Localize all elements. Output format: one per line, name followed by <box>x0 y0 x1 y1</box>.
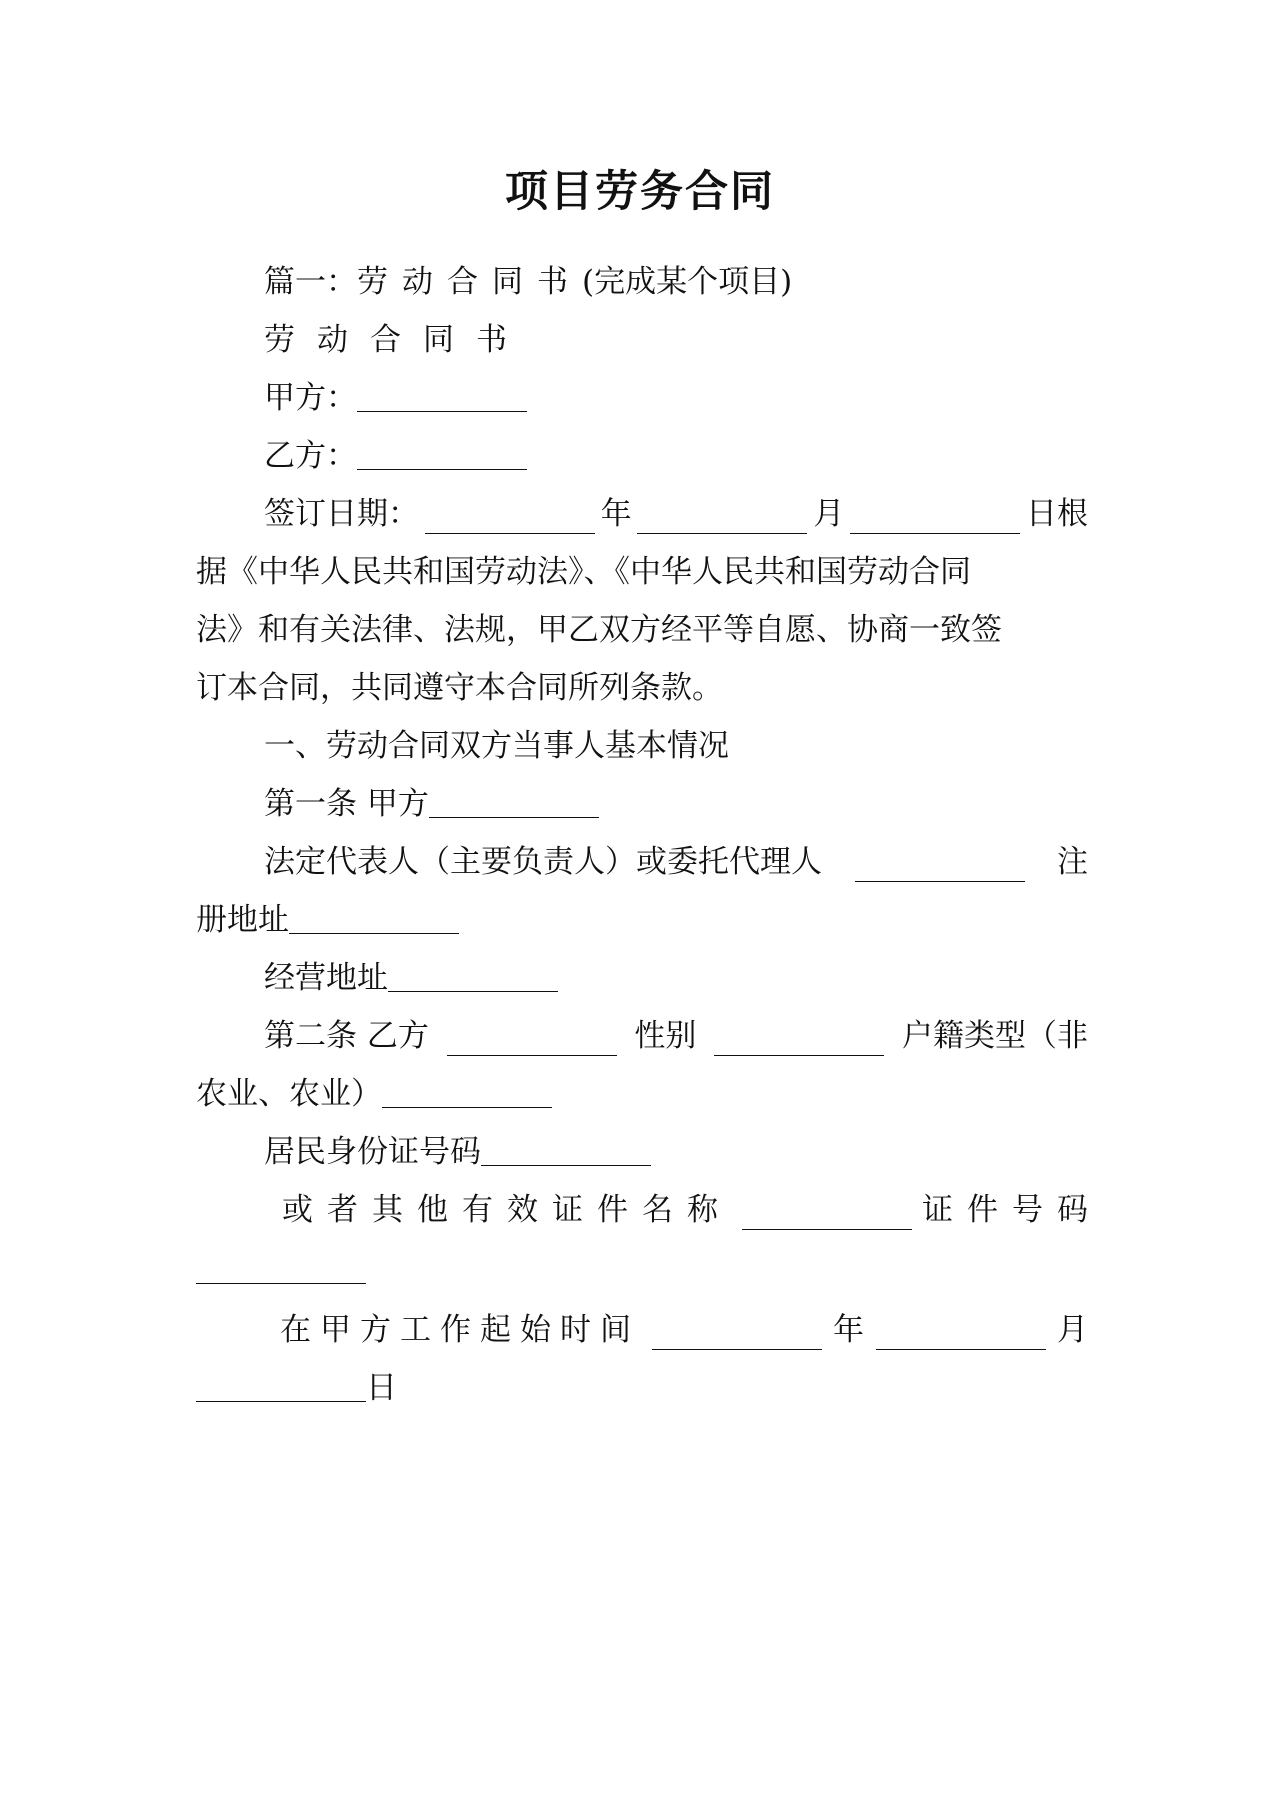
start-time-year-blank[interactable] <box>652 1317 822 1350</box>
other-id-number-line <box>196 1250 1088 1290</box>
party-a-label: 甲方： <box>264 380 357 416</box>
other-id-line <box>282 1190 1102 1230</box>
article-two-title: 第二条 <box>264 1018 357 1054</box>
article-one-line <box>196 784 1156 824</box>
preamble-line-1: 据《中华人民共和国劳动法》、《中华人民共和国劳动合同 <box>196 554 971 590</box>
party-b-line <box>196 436 1156 476</box>
section-heading <box>196 262 1156 302</box>
gender-label: 性别 <box>634 1018 697 1054</box>
start-time-line <box>280 1310 1088 1350</box>
preamble-line-3: 订本合同，共同遵守本合同所列条款。 <box>196 670 723 706</box>
section-heading-title: 劳动合同书 <box>357 264 582 300</box>
other-id-number-blank[interactable] <box>196 1251 366 1284</box>
contract-subtitle: 劳动合同书 <box>264 322 529 358</box>
sign-date-line <box>196 494 1088 534</box>
article-two-party-blank[interactable] <box>447 1023 617 1056</box>
start-time-month-blank[interactable] <box>876 1317 1046 1350</box>
business-address-line <box>196 958 1156 998</box>
legal-rep-label: 法定代表人（主要负责人）或委托代理人 <box>264 844 822 880</box>
id-number-label: 居民身份证号码 <box>264 1134 481 1170</box>
registered-address-line <box>196 900 1088 940</box>
sign-date-day-blank[interactable] <box>850 501 1020 534</box>
party-b-blank[interactable] <box>357 437 527 470</box>
id-number-blank[interactable] <box>481 1133 651 1166</box>
sign-date-year-blank[interactable] <box>425 501 595 534</box>
sign-date-year: 年 <box>600 496 632 532</box>
registered-address-blank[interactable] <box>289 901 459 934</box>
household-type-label: 农业、农业） <box>196 1076 382 1112</box>
other-id-name-label: 或者其他有效证件名称 <box>282 1192 732 1228</box>
start-time-day-line <box>196 1368 1088 1408</box>
business-address-blank[interactable] <box>388 959 558 992</box>
article-one-party: 甲方 <box>366 786 429 822</box>
article-two-party: 乙方 <box>366 1018 429 1054</box>
sign-date-month: 月 <box>813 496 845 532</box>
preamble-line-2: 法》和有关法律、法规，甲乙双方经平等自愿、协商一致签 <box>196 612 1002 648</box>
legal-rep-blank[interactable] <box>855 849 1025 882</box>
article-two-line <box>196 1016 1088 1056</box>
business-address-label: 经营地址 <box>264 960 388 996</box>
household-type-blank[interactable] <box>382 1075 552 1108</box>
start-time-day-blank[interactable] <box>196 1369 366 1402</box>
other-id-name-blank[interactable] <box>742 1197 912 1230</box>
other-id-number-label: 证件号码 <box>922 1192 1102 1228</box>
article-one-label: 第一条 <box>264 786 357 822</box>
start-time-label: 在甲方工作起始时间 <box>280 1312 640 1348</box>
household-label: 户籍类型（非 <box>901 1018 1088 1054</box>
start-time-year: 年 <box>833 1312 864 1348</box>
sign-date-month-blank[interactable] <box>637 501 807 534</box>
article-two-label <box>264 1016 429 1056</box>
part-one-heading: 一、劳动合同双方当事人基本情况 <box>264 728 729 764</box>
gender-blank[interactable] <box>714 1023 884 1056</box>
sign-date-label: 签订日期： <box>264 496 419 532</box>
id-number-line <box>196 1132 1156 1172</box>
start-time-month: 月 <box>1057 1312 1088 1348</box>
registered-address-label: 册地址 <box>196 902 289 938</box>
start-time-day: 日 <box>366 1370 397 1406</box>
section-heading-suffix: (完成某个项目) <box>582 264 793 300</box>
legal-rep-tail: 注 <box>1057 844 1088 880</box>
household-type-line <box>196 1074 1088 1114</box>
party-a-line <box>196 378 1156 418</box>
article-one-party-blank[interactable] <box>429 785 599 818</box>
legal-rep-line <box>196 842 1088 882</box>
party-b-label: 乙方： <box>264 438 357 474</box>
sign-date-day: 日根 <box>1025 496 1088 532</box>
section-heading-prefix: 篇一： <box>264 264 357 300</box>
party-a-blank[interactable] <box>357 379 527 412</box>
page-title: 项目劳务合同 <box>505 167 775 217</box>
